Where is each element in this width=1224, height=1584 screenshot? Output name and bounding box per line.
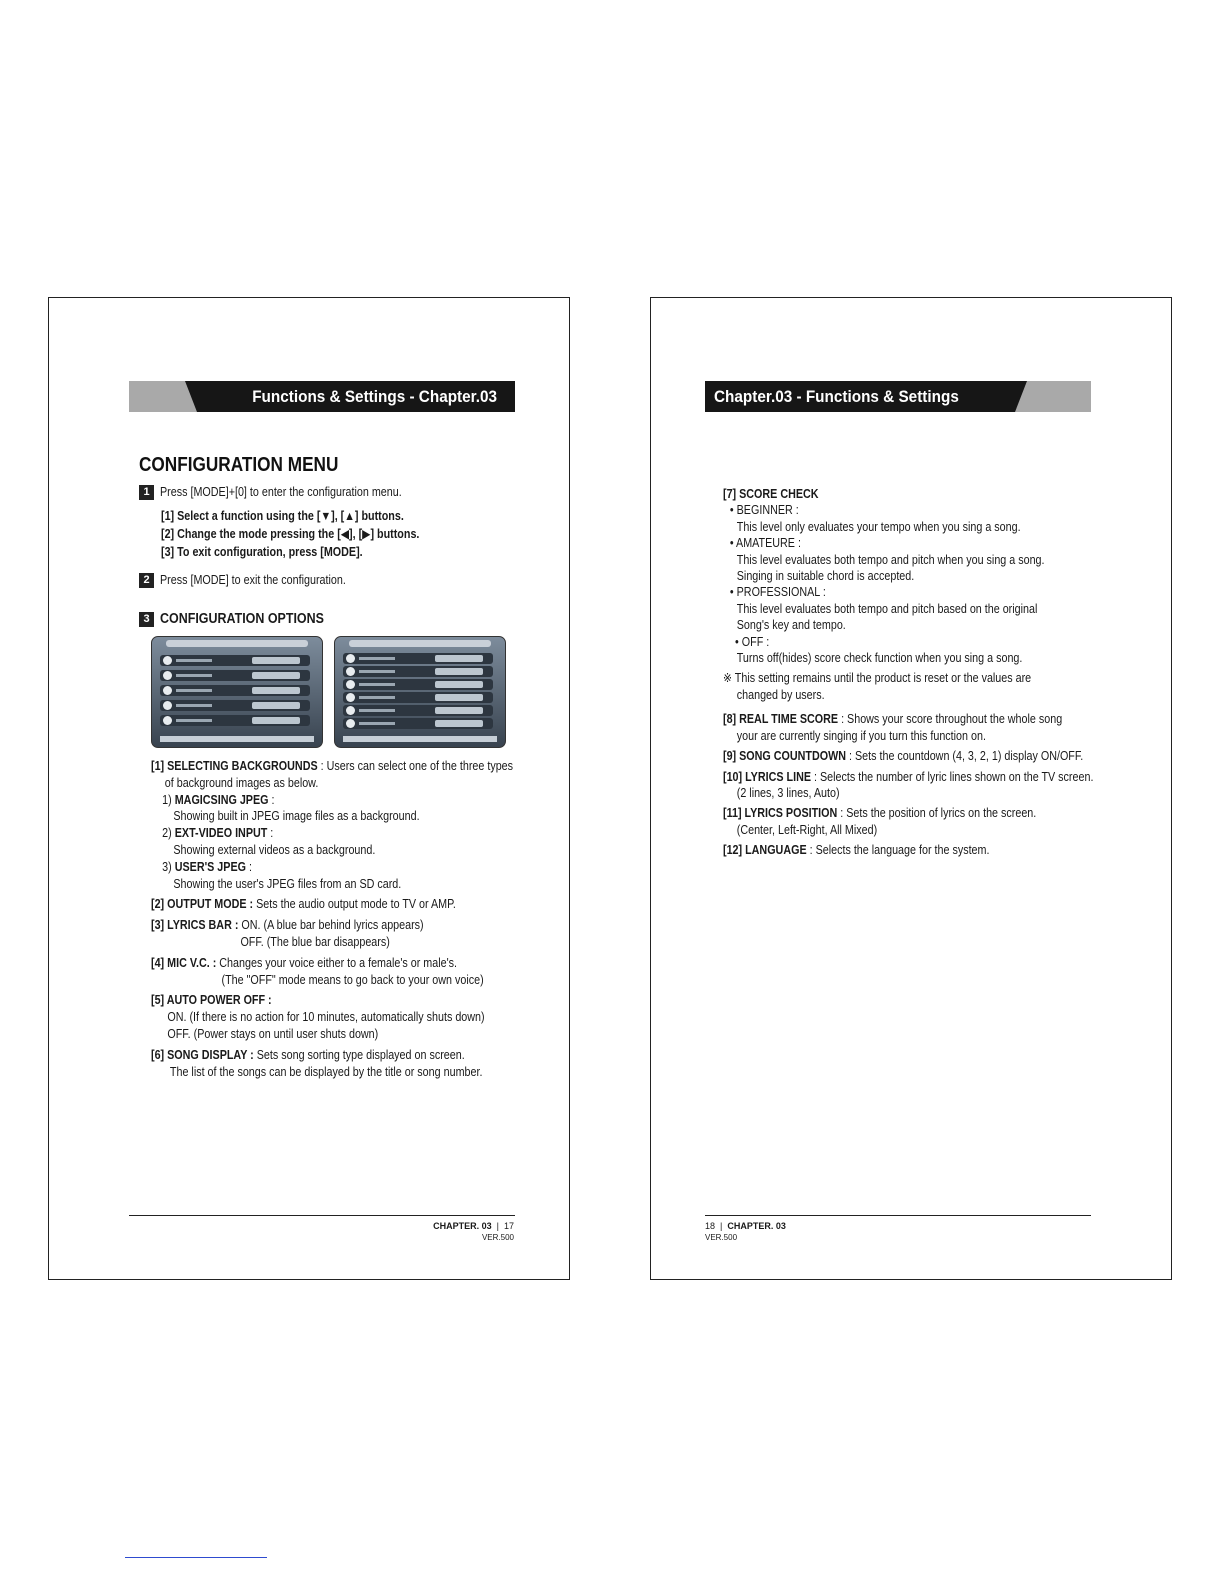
- chapter-banner: [705, 381, 1091, 412]
- page-footer: 18 | CHAPTER. 03 VER.500: [705, 1221, 786, 1242]
- step-number: 2: [139, 573, 154, 588]
- step-2: [139, 573, 376, 588]
- desc-line: 3) USER'S JPEG :: [162, 859, 252, 874]
- step-number: 1: [139, 485, 154, 500]
- footer-chapter: CHAPTER. 03: [727, 1221, 786, 1231]
- link-underline: [125, 1557, 267, 1558]
- step-text: Press [MODE] to exit the configuration.: [160, 573, 346, 587]
- chapter-banner: [129, 381, 515, 412]
- desc-line: of background images as below.: [164, 775, 319, 790]
- substeps: [161, 507, 461, 561]
- configuration-screenshot-2: [334, 636, 506, 748]
- desc-line: OFF. (The blue bar disappears): [240, 934, 390, 949]
- step-1: [139, 485, 441, 500]
- manual-page-left: [48, 297, 570, 1280]
- desc-line: [1] SELECTING BACKGROUNDS : Users can select one of the three types: [151, 759, 514, 773]
- desc-line: • OFF :: [735, 634, 770, 649]
- desc-line: Showing external videos as a background.: [173, 842, 376, 857]
- desc-line: OFF. (Power stays on until user shuts down): [167, 1026, 379, 1041]
- desc-line: ON. (If there is no action for 10 minutes, automatically shuts down): [167, 1010, 485, 1025]
- desc-line: (Center, Left-Right, All Mixed): [736, 822, 878, 837]
- desc-line: [11] LYRICS POSITION : Sets the position of lyrics on the screen.: [723, 806, 1037, 821]
- desc-line: This level only evaluates your tempo when you sing a song.: [736, 519, 1021, 534]
- page-number: 18: [705, 1221, 716, 1231]
- desc-line: [2] OUTPUT MODE : Sets the audio output mode to TV or AMP.: [151, 897, 456, 912]
- desc-line: 2) EXT-VIDEO INPUT :: [162, 826, 274, 841]
- options-description-continued: [723, 486, 1163, 859]
- desc-line: • BEGINNER :: [729, 503, 799, 518]
- banner-text: Chapter.03 - Functions & Settings: [714, 387, 959, 406]
- desc-line: [6] SONG DISPLAY : Sets song sorting type displayed on screen.: [151, 1047, 465, 1062]
- desc-line: 1) MAGICSING JPEG :: [162, 792, 275, 807]
- desc-line: Song's key and tempo.: [736, 618, 846, 633]
- step-number: 3: [139, 612, 154, 627]
- desc-line: ※ This setting remains until the product is reset or the values are: [723, 671, 1032, 686]
- desc-line: Turns off(hides) score check function when you sing a song.: [736, 651, 1023, 666]
- desc-line: [8] REAL TIME SCORE : Shows your score throughout the whole song: [723, 712, 1063, 727]
- substep: [2] Change the mode pressing the [◀], [▶] buttons.: [161, 527, 420, 541]
- page-title: CONFIGURATION MENU: [139, 454, 339, 476]
- desc-line: your are currently singing if you turn this function on.: [736, 728, 986, 743]
- step-text: Press [MODE]+[0] to enter the configuration menu.: [160, 485, 402, 499]
- desc-line: [4] MIC V.C. : Changes your voice either to a female's or male's.: [151, 955, 458, 970]
- footer-rule: [705, 1215, 1091, 1216]
- desc-line: • AMATEURE :: [729, 536, 801, 551]
- footer-rule: [129, 1215, 515, 1216]
- manual-page-right: [650, 297, 1172, 1280]
- configuration-screenshot-1: [151, 636, 323, 748]
- desc-line: [7] SCORE CHECK: [723, 487, 819, 501]
- footer-chapter: CHAPTER. 03: [433, 1221, 492, 1231]
- desc-line: • PROFESSIONAL :: [729, 585, 826, 600]
- desc-line: Singing in suitable chord is accepted.: [736, 569, 915, 584]
- desc-line: The list of the songs can be displayed by the title or song number.: [169, 1064, 483, 1079]
- desc-line: Showing the user's JPEG files from an SD card.: [173, 876, 402, 891]
- substep: [3] To exit configuration, press [MODE].: [161, 545, 363, 559]
- desc-line: [3] LYRICS BAR : ON. (A blue bar behind lyrics appears): [151, 918, 424, 933]
- version-label: VER.500: [481, 1233, 514, 1242]
- version-label: VER.500: [705, 1233, 738, 1242]
- desc-line: [9] SONG COUNTDOWN : Sets the countdown (4, 3, 2, 1) display ON/OFF.: [723, 749, 1084, 764]
- desc-line: [10] LYRICS LINE : Selects the number of lyric lines shown on the TV screen.: [723, 769, 1094, 784]
- desc-line: [12] LANGUAGE : Selects the language for the system.: [723, 843, 990, 858]
- desc-line: This level evaluates both tempo and pitch when you sing a song.: [736, 552, 1045, 567]
- substep: [1] Select a function using the [▼], [▲] buttons.: [161, 509, 404, 523]
- step-3: [139, 611, 351, 627]
- desc-line: Showing built in JPEG image files as a background.: [173, 809, 420, 824]
- section-heading: CONFIGURATION OPTIONS: [160, 611, 324, 627]
- banner-text: Functions & Settings - Chapter.03: [252, 387, 497, 406]
- desc-line: This level evaluates both tempo and pitch based on the original: [736, 601, 1038, 616]
- desc-line: (2 lines, 3 lines, Auto): [736, 785, 840, 800]
- desc-line: changed by users.: [736, 687, 825, 702]
- desc-line: [5] AUTO POWER OFF :: [151, 993, 272, 1008]
- page-footer: CHAPTER. 03 | 17 VER.500: [433, 1221, 514, 1242]
- desc-line: (The "OFF" mode means to go back to your own voice): [221, 972, 484, 987]
- options-description: [151, 758, 561, 1080]
- page-number: 17: [503, 1221, 514, 1231]
